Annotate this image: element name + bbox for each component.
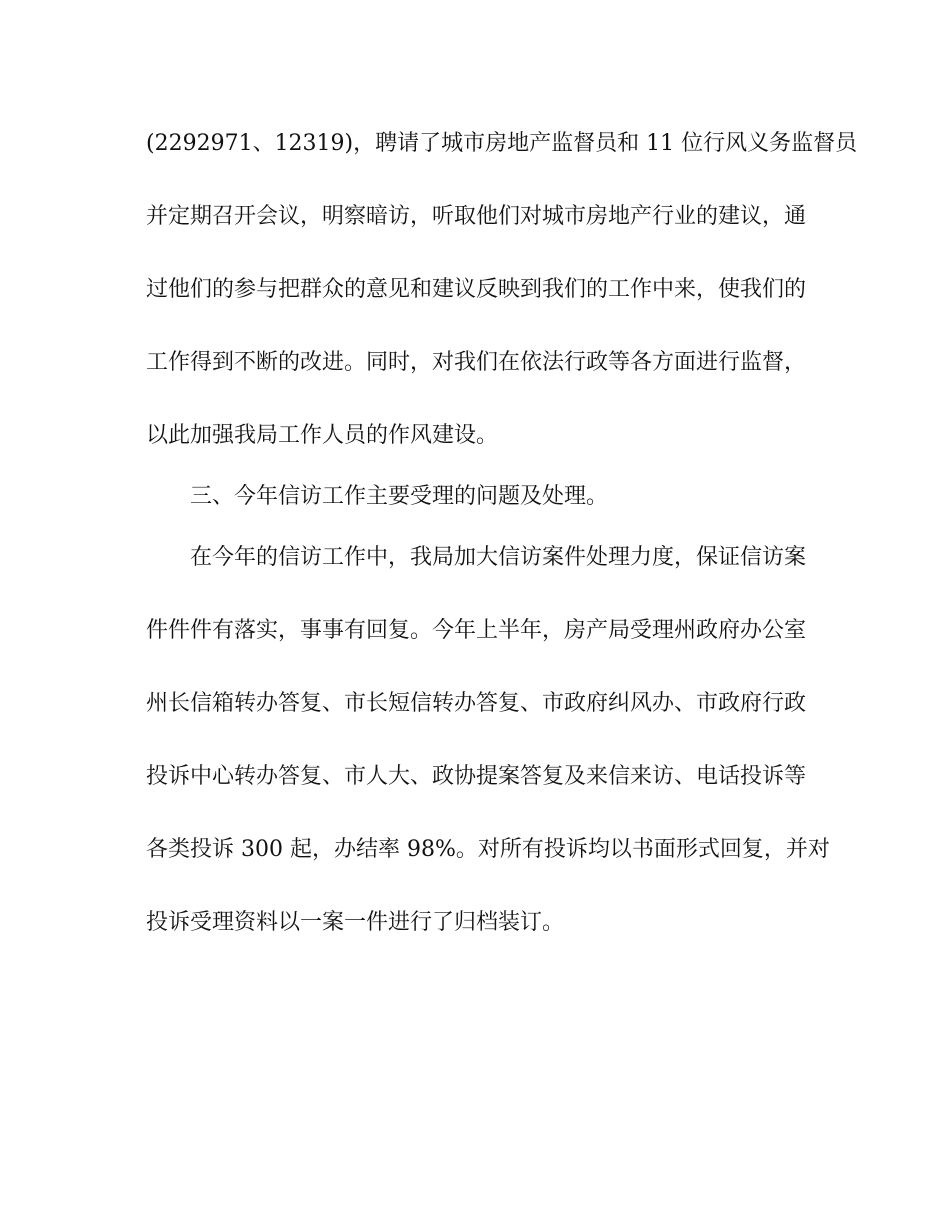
paragraph-line-7: 件件件有落实，事事有回复。今年上半年，房产局受理州政府办公室 [146,618,807,643]
paragraph-line-1: (2292971、12319)，聘请了城市房地产监督员和 11 位行风义务监督员 [146,131,858,156]
paragraph-line-8: 州长信箱转办答复、市长短信转办答复、市政府纠风办、市政府行政 [146,691,807,716]
section-heading: 三、今年信访工作主要受理的问题及处理。 [190,484,609,509]
paragraph-line-2: 并定期召开会议，明察暗访，听取他们对城市房地产行业的建议，通 [146,204,807,229]
paragraph-line-11: 投诉受理资料以一案一件进行了归档装订。 [146,910,565,935]
paragraph-line-10: 各类投诉 300 起，办结率 98%。对所有投诉均以书面形式回复，并对 [146,837,830,862]
paragraph-line-3: 过他们的参与把群众的意见和建议反映到我们的工作中来，使我们的 [146,277,807,302]
paragraph-line-4: 工作得到不断的改进。同时，对我们在依法行政等各方面进行监督， [146,350,807,375]
paragraph-line-5: 以此加强我局工作人员的作风建设。 [146,423,499,448]
paragraph-line-9: 投诉中心转办答复、市人大、政协提案答复及来信来访、电话投诉等 [146,764,807,789]
paragraph-line-6: 在今年的信访工作中，我局加大信访案件处理力度，保证信访案 [190,545,807,570]
